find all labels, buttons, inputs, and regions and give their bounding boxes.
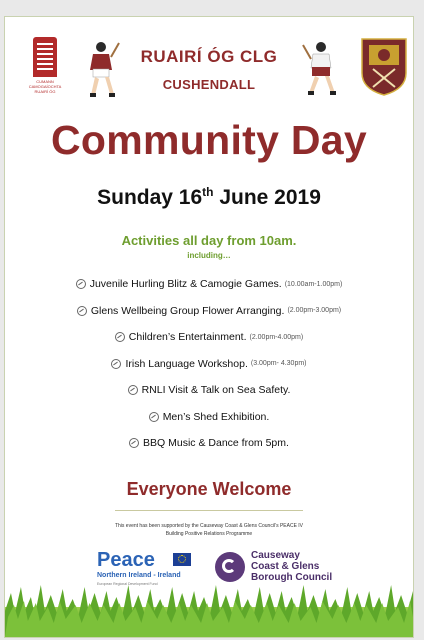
council-name-line: Causeway <box>251 550 300 561</box>
list-item <box>5 324 413 351</box>
activity-text: BBQ Music & Dance from 5pm. <box>143 437 289 450</box>
logo-caption-line: CAMOGAÍOCHTA <box>28 84 62 89</box>
bullet-icon <box>76 279 86 289</box>
list-item <box>5 351 413 378</box>
date-ordinal: th <box>202 185 214 199</box>
club-name: RUAIRÍ ÓG CLG <box>140 47 278 66</box>
activity-time: (10.00am-1.00pm) <box>284 280 343 288</box>
camogie-player-icon <box>299 39 343 103</box>
page-title: Community Day <box>50 117 367 163</box>
bullet-icon <box>111 359 121 369</box>
including-label: including… <box>187 251 231 260</box>
activity-text: Men’s Shed Exhibition. <box>162 410 270 423</box>
welcome-message: Everyone Welcome <box>126 479 292 499</box>
date-month-year: June 2019 <box>213 186 321 209</box>
club-location: CUSHENDALL <box>162 77 256 92</box>
support-notice <box>85 522 333 538</box>
peace-word: Peace <box>97 549 155 571</box>
list-item <box>5 271 413 298</box>
activity-text: Juvenile Hurling Blitz & Camogie Games. <box>89 278 282 291</box>
peace-subtitle: Northern Ireland - Ireland <box>97 572 181 579</box>
activity-list <box>5 271 413 457</box>
bullet-icon <box>149 412 159 422</box>
eu-flag-icon <box>173 553 191 566</box>
support-line: Building Positive Relations Programme <box>165 531 253 537</box>
activity-text: Irish Language Workshop. <box>125 357 248 370</box>
gaa-club-crest-icon <box>359 37 409 97</box>
activity-time: (2.00pm-4.00pm) <box>249 333 304 341</box>
list-item <box>5 298 413 325</box>
activity-text: RNLI Visit & Talk on Sea Safety. <box>141 384 291 397</box>
logo-caption-line: RUAIRÍ ÓG <box>34 89 56 94</box>
event-date <box>5 185 413 210</box>
list-item <box>5 430 413 457</box>
council-name-line: Borough Council <box>251 572 333 583</box>
logo-caption-line: CUMANN <box>36 79 54 84</box>
list-item <box>5 377 413 404</box>
activity-text: Glens Wellbeing Group Flower Arranging. <box>90 304 285 317</box>
bullet-icon <box>129 438 139 448</box>
activity-time: (3.00pm- 4.30pm) <box>250 360 307 368</box>
activity-text: Children’s Entertainment. <box>128 331 247 344</box>
list-item <box>5 404 413 431</box>
activity-time: (2.00pm-3.00pm) <box>287 307 342 315</box>
date-day: Sunday 16 <box>97 186 203 209</box>
council-name-line: Coast & Glens <box>251 561 320 572</box>
bullet-icon <box>115 332 125 342</box>
support-line: This event has been supported by the Causeway Coast & Glens Council’s PEACE IV <box>114 523 304 529</box>
bullet-icon <box>128 385 138 395</box>
peace-fund-note: European Regional Development Fund <box>97 582 158 586</box>
poster <box>4 16 414 638</box>
bullet-icon <box>77 306 87 316</box>
grass-border-icon <box>5 577 413 637</box>
divider <box>115 510 303 511</box>
activities-intro: Activities all day from 10am. <box>121 233 297 248</box>
